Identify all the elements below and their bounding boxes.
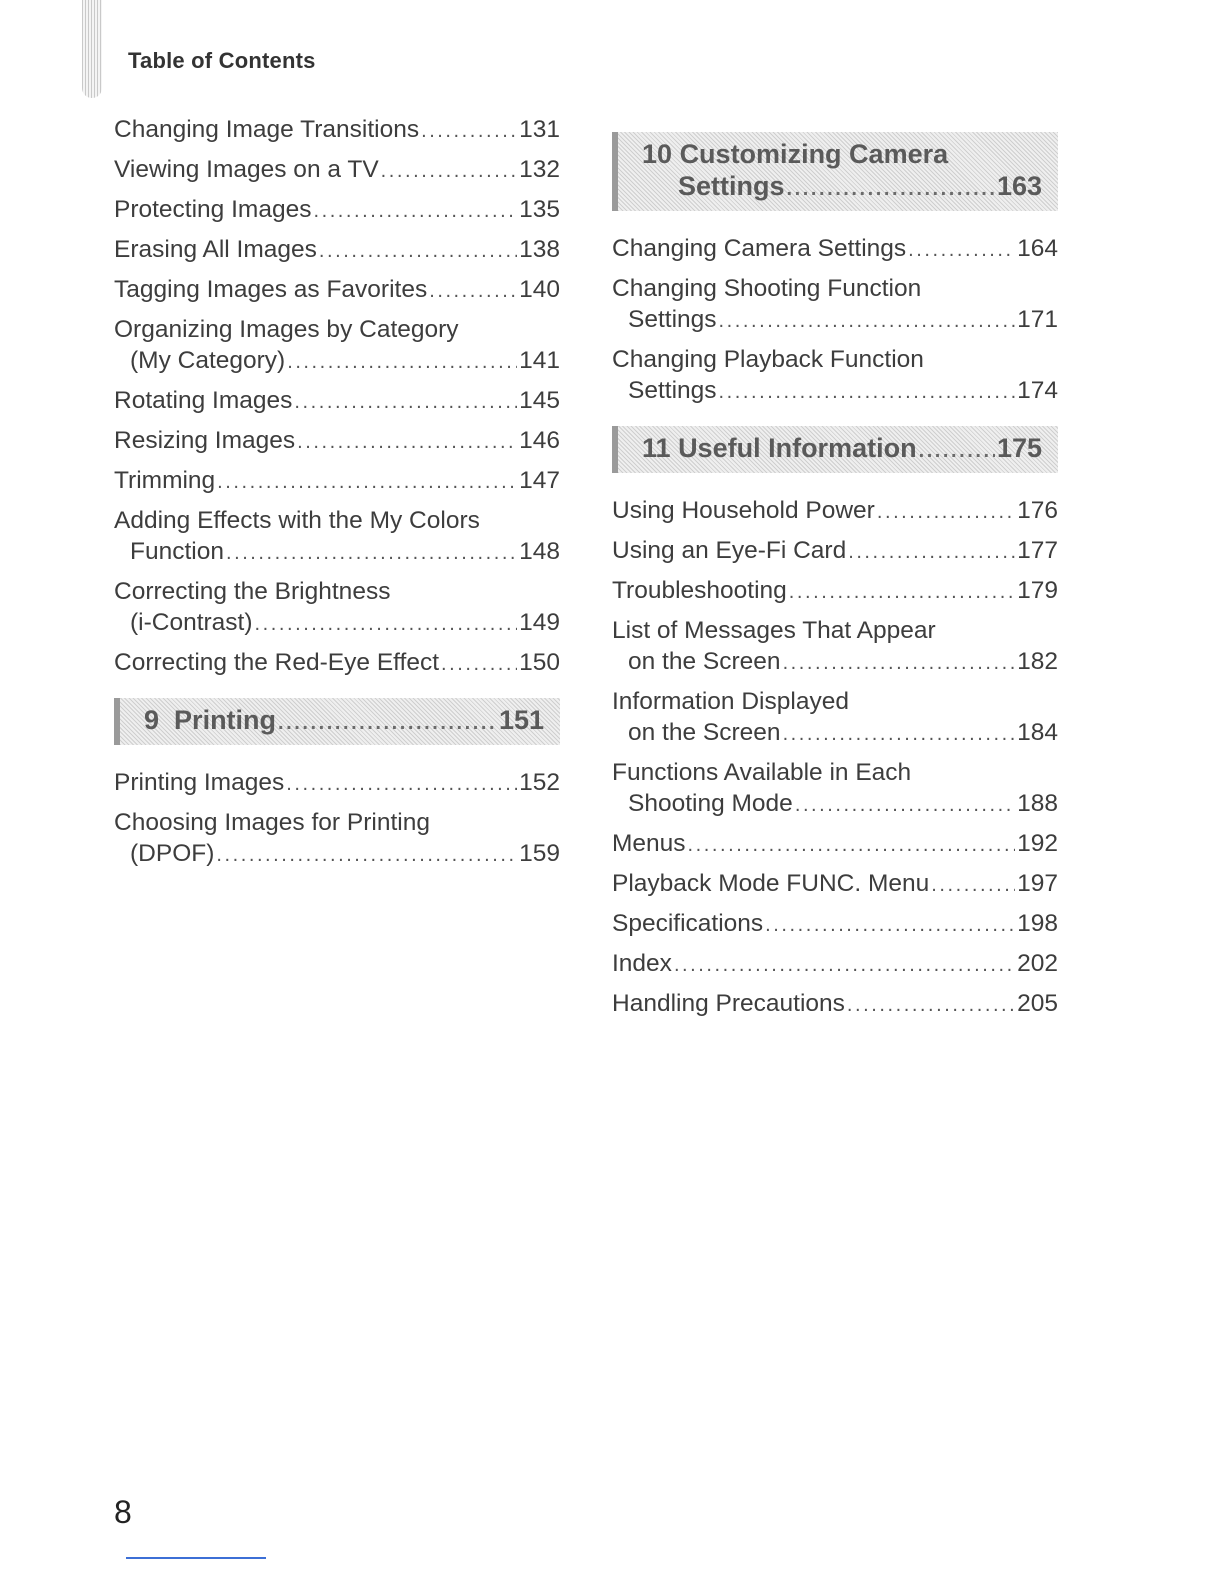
toc-entry[interactable]	[612, 233, 1058, 266]
toc-page-number: 164	[1017, 235, 1058, 262]
toc-entry-text: Rotating Images	[114, 387, 293, 414]
toc-page-number: 145	[519, 387, 560, 414]
toc-entry-text: Specifications	[612, 910, 764, 937]
chapter-number: 10	[642, 139, 673, 169]
toc-page-number: 174	[1017, 377, 1058, 404]
toc-entry-text: Using an Eye-Fi Card	[612, 537, 847, 564]
chapter-tab-strip	[82, 0, 102, 98]
toc-entry-text: Function	[130, 538, 224, 565]
leader-dots	[847, 988, 1015, 1021]
leader-dots	[319, 234, 517, 267]
leader-dots	[216, 838, 517, 871]
toc-entry-text: (i-Contrast)	[130, 609, 253, 636]
toc-entry[interactable]	[114, 274, 560, 307]
chapter-title: Printing	[174, 705, 277, 735]
toc-entry-text: Erasing All Images	[114, 236, 317, 263]
leader-dots	[719, 304, 1016, 337]
leader-dots	[297, 425, 517, 458]
chapter-title: Useful Information	[678, 433, 917, 463]
toc-entry[interactable]	[114, 576, 560, 640]
toc-page-number: 171	[1017, 306, 1058, 333]
page-title: Table of Contents	[128, 48, 316, 73]
toc-entry-text: Changing Camera Settings	[612, 235, 907, 262]
leader-dots	[931, 868, 1015, 901]
toc-entry-text: Handling Precautions	[612, 990, 845, 1017]
toc-page-number: 159	[519, 840, 560, 867]
toc-entry[interactable]	[612, 757, 1058, 821]
chapter-title-line1: Customizing Camera	[679, 139, 949, 169]
toc-entry-text: Information Displayed	[612, 688, 849, 715]
toc-page-number: 205	[1017, 990, 1058, 1017]
toc-entry-text: Functions Available in Each	[612, 759, 912, 786]
leader-dots	[429, 274, 517, 307]
toc-entry-text: on the Screen	[628, 648, 781, 675]
toc-page-number: 184	[1017, 719, 1058, 746]
toc-entry-text: Changing Shooting Function	[612, 275, 922, 302]
leader-dots	[287, 345, 517, 378]
toc-page-number: 177	[1017, 537, 1058, 564]
leader-dots	[877, 495, 1015, 528]
toc-entry[interactable]	[114, 385, 560, 418]
toc-entry[interactable]	[114, 114, 560, 147]
toc-entry-text: Troubleshooting	[612, 577, 787, 604]
toc-page-number: 138	[519, 236, 560, 263]
toc-page-number: 149	[519, 609, 560, 636]
chapter-page: 163	[996, 171, 1042, 201]
toc-page-number: 188	[1017, 790, 1058, 817]
toc-entry[interactable]	[612, 495, 1058, 528]
leader-dots	[919, 432, 995, 467]
leader-dots	[795, 788, 1015, 821]
toc-page-number: 132	[519, 156, 560, 183]
toc-entry-text: Changing Image Transitions	[114, 116, 420, 143]
toc-entry-text: on the Screen	[628, 719, 781, 746]
toc-entry[interactable]	[612, 344, 1058, 408]
toc-entry[interactable]	[612, 615, 1058, 679]
toc-entry[interactable]	[114, 767, 560, 800]
toc-page-number: 147	[519, 467, 560, 494]
leader-dots	[278, 704, 497, 739]
leader-dots	[286, 767, 517, 800]
leader-dots	[783, 646, 1016, 679]
page-number: 8	[114, 1494, 132, 1530]
toc-entry-list	[612, 233, 1058, 408]
toc-right-column	[612, 120, 1058, 1028]
toc-entry-text: Correcting the Red-Eye Effect	[114, 649, 440, 676]
toc-page-number: 192	[1017, 830, 1058, 857]
toc-entry[interactable]	[612, 948, 1058, 981]
toc-page-number: 152	[519, 769, 560, 796]
toc-entry[interactable]	[114, 425, 560, 458]
toc-entry-text: Adding Effects with the My Colors	[114, 507, 480, 534]
toc-entry[interactable]	[114, 234, 560, 267]
chapter-number: 11	[642, 433, 671, 463]
toc-entry-text: Menus	[612, 830, 686, 857]
toc-entry-text: Choosing Images for Printing	[114, 809, 430, 836]
toc-entry[interactable]	[612, 535, 1058, 568]
leader-dots	[441, 647, 517, 680]
toc-page-number: 182	[1017, 648, 1058, 675]
toc-entry-text: Correcting the Brightness	[114, 578, 391, 605]
toc-page-number: 198	[1017, 910, 1058, 937]
toc-page-number: 197	[1017, 870, 1058, 897]
toc-entry-text: Resizing Images	[114, 427, 296, 454]
toc-entry-text: Viewing Images on a TV	[114, 156, 379, 183]
leader-dots	[765, 908, 1015, 941]
leader-dots	[789, 575, 1015, 608]
toc-entry[interactable]	[612, 908, 1058, 941]
toc-entry[interactable]	[114, 314, 560, 378]
leader-dots	[688, 828, 1016, 861]
toc-entry-text: Playback Mode FUNC. Menu	[612, 870, 930, 897]
toc-page-number: 150	[519, 649, 560, 676]
toc-page-number: 146	[519, 427, 560, 454]
toc-entry-text: Index	[612, 950, 672, 977]
toc-entry[interactable]	[114, 807, 560, 871]
leader-dots	[908, 233, 1015, 266]
toc-entry-text: (DPOF)	[130, 840, 215, 867]
toc-entry-list	[114, 767, 560, 871]
leader-dots	[294, 385, 517, 418]
leader-dots	[674, 948, 1015, 981]
chapter-heading-9[interactable]	[114, 698, 560, 745]
toc-entry[interactable]	[114, 194, 560, 227]
toc-entry-text: Settings	[628, 377, 717, 404]
toc-entry-text: Protecting Images	[114, 196, 312, 223]
toc-page-number: 140	[519, 276, 560, 303]
footer-rule	[126, 1557, 266, 1559]
toc-entry[interactable]	[612, 868, 1058, 901]
leader-dots	[719, 375, 1016, 408]
toc-entry-text: Settings	[628, 306, 717, 333]
toc-entry-text: Using Household Power	[612, 497, 875, 524]
chapter-heading-11[interactable]	[612, 426, 1058, 473]
toc-entry[interactable]	[114, 505, 560, 569]
toc-entry[interactable]	[114, 647, 560, 680]
toc-entry[interactable]	[114, 154, 560, 187]
toc-entry[interactable]	[612, 575, 1058, 608]
toc-entry[interactable]	[612, 828, 1058, 861]
toc-entry[interactable]	[612, 273, 1058, 337]
toc-entry[interactable]	[612, 988, 1058, 1021]
toc-page-number: 176	[1017, 497, 1058, 524]
chapter-heading-10[interactable]	[612, 132, 1058, 211]
chapter-page: 151	[498, 705, 544, 735]
toc-entry-text: Trimming	[114, 467, 216, 494]
toc-entry-text: Printing Images	[114, 769, 285, 796]
chapter-page: 175	[996, 433, 1042, 463]
toc-entry-text: (My Category)	[130, 347, 286, 374]
chapter-title-line2: Settings	[678, 171, 785, 201]
toc-page-number: 135	[519, 196, 560, 223]
toc-entry[interactable]	[612, 686, 1058, 750]
toc-left-column	[114, 114, 560, 878]
leader-dots	[787, 170, 995, 205]
toc-entry-list	[114, 114, 560, 680]
toc-entry-list	[612, 495, 1058, 1021]
toc-entry-text: Tagging Images as Favorites	[114, 276, 428, 303]
leader-dots	[783, 717, 1016, 750]
toc-entry-text: Shooting Mode	[628, 790, 793, 817]
toc-page-number: 141	[519, 347, 560, 374]
leader-dots	[313, 194, 517, 227]
leader-dots	[848, 535, 1015, 568]
toc-entry-text: List of Messages That Appear	[612, 617, 936, 644]
toc-entry-text: Organizing Images by Category	[114, 316, 459, 343]
toc-entry-text: Changing Playback Function	[612, 346, 924, 373]
leader-dots	[255, 607, 518, 640]
toc-page-number: 131	[519, 116, 560, 143]
chapter-number: 9	[144, 705, 160, 735]
leader-dots	[226, 536, 517, 569]
toc-entry[interactable]	[114, 465, 560, 498]
leader-dots	[217, 465, 517, 498]
leader-dots	[421, 114, 517, 147]
leader-dots	[381, 154, 517, 187]
toc-page-number: 179	[1017, 577, 1058, 604]
toc-page-number: 202	[1017, 950, 1058, 977]
toc-page-number: 148	[519, 538, 560, 565]
